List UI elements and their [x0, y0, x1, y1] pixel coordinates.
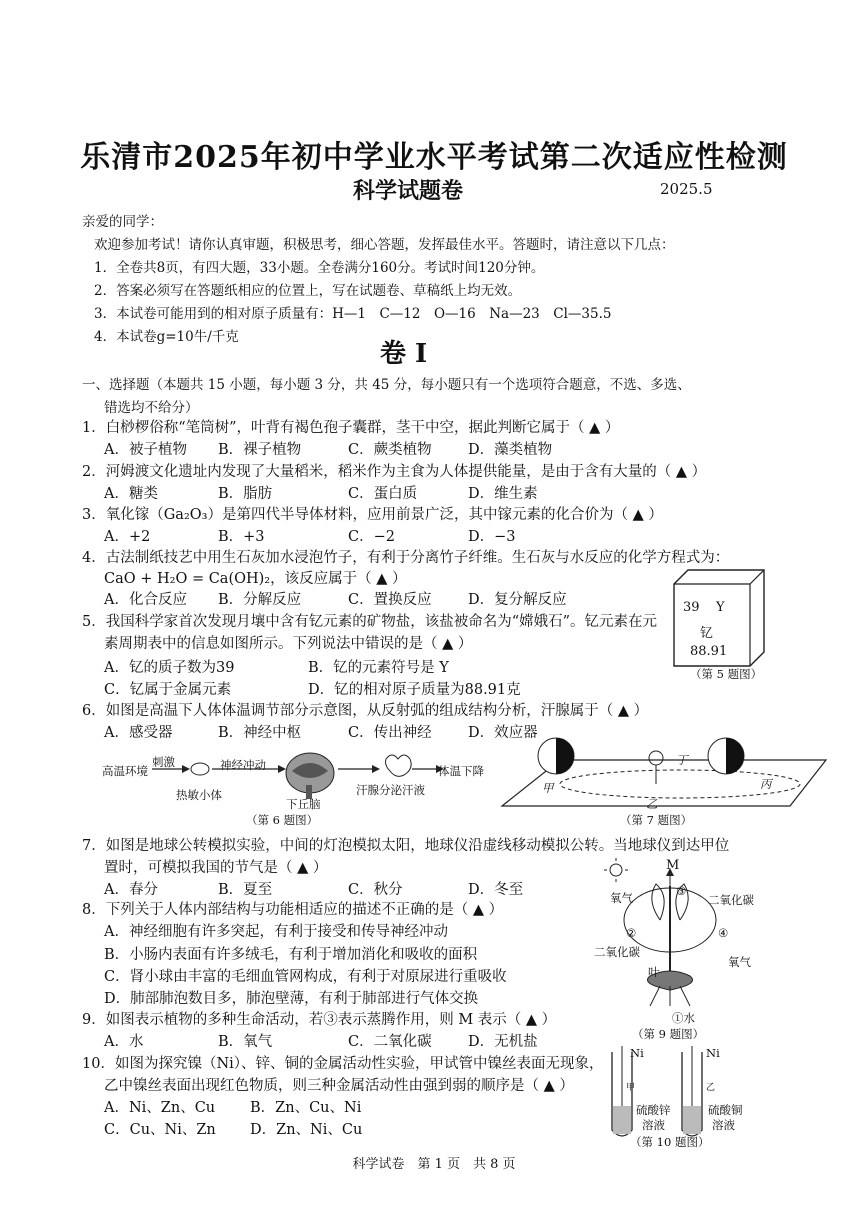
fig6-gland: 汗腺分泌汗液: [356, 783, 425, 797]
question-6: 6．如图是高温下人体体温调节部分示意图，从反射弧的组成结构分析，汗腺属于（ ▲ ）: [82, 703, 649, 719]
option-2a: A．糖类: [104, 486, 158, 502]
fig9-co2-right: 二氧化碳: [708, 893, 754, 907]
option-1b: B．裸子植物: [218, 442, 302, 458]
question-10: 10．如图为探究镍（Ni）、锌、铜的金属活动性实验，甲试管中镍丝表面无现象，: [82, 1056, 604, 1072]
section-label: 卷 I: [380, 339, 428, 369]
fig9-co2-left: 二氧化碳: [594, 945, 640, 959]
exam-title: 乐清市2025年初中学业水平考试第二次适应性检测: [80, 140, 788, 175]
fig7-bing: 丙: [760, 777, 772, 791]
section-heading: 一、选择题（本题共 15 小题，每小题 3 分，共 45 分，每小题只有一个选项符合题意，不选、多选、: [82, 377, 691, 393]
fig10-jia: 甲: [626, 1083, 636, 1093]
fig9-water: ①水: [672, 1011, 695, 1025]
option-4d: D．复分解反应: [468, 592, 567, 608]
fig6-result: 体温下降: [438, 764, 484, 778]
fig9-caption: （第 9 题图）: [632, 1027, 705, 1041]
fig6-caption: （第 6 题图）: [246, 813, 319, 827]
greeting: 亲爱的同学：: [82, 214, 163, 230]
note-item-1: 1．全卷共8页，有四大题，33小题。全卷满分160分。考试时间120分钟。: [94, 260, 545, 276]
option-10a: A．Ni、Zn、Cu: [104, 1100, 216, 1116]
fig5-name: 钇: [700, 626, 714, 641]
fig10-ni2: Ni: [706, 1046, 720, 1060]
fig9-m: M: [666, 858, 680, 873]
fig7-caption: （第 7 题图）: [620, 813, 693, 827]
option-3d: D．−3: [468, 529, 516, 545]
option-7a: A．春分: [104, 882, 158, 898]
option-3a: A．+2: [104, 529, 151, 545]
option-9a: A．水: [104, 1034, 144, 1050]
fig10-caption: （第 10 题图）: [630, 1135, 710, 1149]
fig5-number: 39: [683, 600, 700, 615]
fig9-n2: ②: [626, 926, 637, 940]
option-1a: A．被子植物: [104, 442, 187, 458]
fig7-ding: 丁: [676, 753, 688, 767]
option-6b: B．神经中枢: [218, 725, 302, 741]
option-6a: A．感受器: [104, 725, 173, 741]
fig6-brain: 下丘脑: [286, 797, 321, 811]
option-10c: C．Cu、Ni、Zn: [104, 1122, 216, 1138]
exam-date: 2025.5: [660, 180, 713, 198]
question-9: 9．如图表示植物的多种生命活动，若③表示蒸腾作用，则 M 表示（ ▲ ）: [82, 1012, 557, 1028]
fig9-n4: ④: [718, 926, 729, 940]
section-heading-cont: 错选均不给分）: [104, 400, 199, 416]
option-1c: C．蕨类植物: [348, 442, 432, 458]
fig5-mass: 88.91: [690, 644, 728, 659]
option-3c: C．−2: [348, 529, 395, 545]
fig10-sol1b: 溶液: [642, 1118, 665, 1132]
option-5a: A．钇的质子数为39: [104, 660, 235, 676]
question-4-equation: CaO + H₂O = Ca(OH)₂，该反应属于（ ▲ ）: [104, 571, 407, 587]
option-7b: B．夏至: [218, 882, 273, 898]
option-3b: B．+3: [218, 529, 265, 545]
fig6-env: 高温环境: [102, 764, 148, 778]
option-2c: C．蛋白质: [348, 486, 418, 502]
fig9-n3: ③: [676, 884, 687, 898]
option-9b: B．氧气: [218, 1034, 273, 1050]
option-8a: A．神经细胞有许多突起，有利于接受和传导神经冲动: [104, 924, 448, 940]
fig10-ni1: Ni: [630, 1046, 644, 1060]
option-10b: B．Zn、Cu、Ni: [250, 1100, 362, 1116]
question-7-cont: 置时，可模拟我国的节气是（ ▲ ）: [104, 860, 328, 876]
option-4b: B．分解反应: [218, 592, 302, 608]
fig5-symbol: Y: [716, 600, 725, 615]
option-4a: A．化合反应: [104, 592, 187, 608]
question-7: 7．如图是地球公转模拟实验，中间的灯泡模拟太阳，地球仪沿虚线移动模拟公转。当地球仪到达甲位: [82, 838, 730, 854]
option-4c: C．置换反应: [348, 592, 432, 608]
question-4: 4．古法制纸技艺中用生石灰加水浸泡竹子，有利于分离竹子纤维。生石灰与水反应的化学方程式为：: [82, 550, 730, 566]
fig6-impulse: 神经冲动: [220, 758, 266, 772]
option-1d: D．藻类植物: [468, 442, 553, 458]
option-5d: D．钇的相对原子质量为88.91克: [308, 682, 521, 698]
page-footer: 科学试卷 第 1 页 共 8 页: [352, 1157, 516, 1172]
fig5-caption: （第 5 题图）: [690, 667, 763, 681]
option-2b: B．脂肪: [218, 486, 273, 502]
exam-subtitle: 科学试题卷: [353, 178, 464, 204]
option-5c: C．钇属于金属元素: [104, 682, 232, 698]
fig10-sol1a: 硫酸锌: [636, 1103, 671, 1117]
fig10-yi: 乙: [706, 1083, 716, 1093]
fig6-stim: 刺激: [152, 755, 175, 769]
fig7-yi: 乙: [646, 797, 658, 811]
fig7-jia: 甲: [542, 781, 554, 795]
intro: 欢迎参加考试！请你认真审题，积极思考，细心答题，发挥最佳水平。答题时，请注意以下几点：: [94, 237, 675, 253]
question-3: 3．氧化镓（Ga₂O₃）是第四代半导体材料，应用前景广泛，其中镓元素的化合价为（ ▲ ）: [82, 507, 663, 523]
question-5: 5．我国科学家首次发现月壤中含有钇元素的矿物盐，该盐被命名为“嫦娥石”。钇元素在元: [82, 614, 658, 630]
question-8: 8．下列关于人体内部结构与功能相适应的描述不正确的是（ ▲ ）: [82, 902, 504, 918]
fig6-receptor: 热敏小体: [176, 788, 222, 802]
note-item-2: 2．答案必须写在答题纸相应的位置上，写在试题卷、草稿纸上均无效。: [94, 283, 522, 299]
question-10-cont: 乙中镍丝表面出现红色物质，则三种金属活动性由强到弱的顺序是（ ▲ ）: [104, 1078, 574, 1094]
fig9-leaf: 叶: [648, 965, 660, 979]
question-5-cont: 素周期表中的信息如图所示。下列说法中错误的是（ ▲ ）: [104, 636, 473, 652]
fig9-o2-left: 氧气: [610, 891, 633, 905]
option-8c: C．肾小球由丰富的毛细血管网构成，有利于对原尿进行重吸收: [104, 969, 507, 985]
option-5b: B．钇的元素符号是 Y: [308, 660, 449, 676]
question-2: 2．河姆渡文化遗址内发现了大量稻米，稻米作为主食为人体提供能量，是由于含有大量的（ ▲ ）: [82, 464, 707, 480]
option-7d: D．冬至: [468, 882, 524, 898]
figure-7-diagram: [500, 736, 830, 816]
option-8d: D．肺部肺泡数目多，肺泡壁薄，有利于肺部进行气体交换: [104, 991, 479, 1007]
fig10-sol2a: 硫酸铜: [708, 1103, 743, 1117]
note-item-4: 4．本试卷g=10牛/千克: [94, 329, 239, 345]
fig9-o2-right: 氧气: [728, 955, 751, 969]
option-6d: D．效应器: [468, 725, 538, 741]
option-9d: D．无机盐: [468, 1034, 538, 1050]
option-2d: D．维生素: [468, 486, 538, 502]
option-10d: D．Zn、Ni、Cu: [250, 1122, 363, 1138]
option-7c: C．秋分: [348, 882, 403, 898]
fig10-sol2b: 溶液: [712, 1118, 735, 1132]
note-item-3: 3．本试卷可能用到的相对原子质量有：H—1 C—12 O—16 Na—23 Cl—35.5: [94, 306, 612, 322]
option-8b: B．小肠内表面有许多绒毛，有利于增加消化和吸收的面积: [104, 947, 478, 963]
option-6c: C．传出神经: [348, 725, 432, 741]
option-9c: C．二氧化碳: [348, 1034, 432, 1050]
question-1: 1．白桫椤俗称“笔筒树”，叶背有褐色孢子囊群，茎干中空，据此判断它属于（ ▲ ）: [82, 420, 620, 436]
